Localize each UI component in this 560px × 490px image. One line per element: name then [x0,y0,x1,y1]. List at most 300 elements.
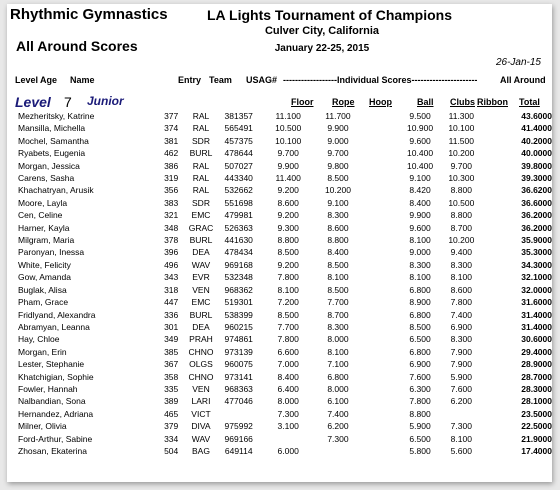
cell-team: EMC [184,209,217,221]
cell-team: BURL [184,309,217,321]
cell-rope: 8.300 [316,209,359,221]
col-header-total: Total [519,97,540,107]
table-row [15,110,552,122]
cell-rope: 8.500 [316,284,359,296]
cell-entry: 348 [164,222,179,233]
cell-ribbon [482,172,509,184]
table-row [15,135,552,147]
cell-usag: 973141 [224,371,253,382]
cell-total: 31.4000 [509,309,552,321]
cell-hoop [359,309,399,321]
cell-ball: 9.500 [400,110,440,122]
cell-entry: 343 [164,272,179,283]
cell-rope [316,445,359,457]
cell-hoop [359,420,399,432]
cell-total: 31.6000 [521,297,552,308]
cell-clubs: 10.300 [448,173,475,184]
cell-total: 30.6000 [509,333,552,345]
col-header-all-around: All Around [500,75,546,85]
cell-total: 36.2000 [521,222,552,233]
cell-clubs: 5.600 [450,445,472,456]
cell-ribbon [482,135,509,147]
cell-rope: 8.000 [316,383,359,395]
cell-rope: 9.700 [327,148,349,159]
cell-floor: 9.700 [277,148,299,159]
cell-ball: 5.900 [409,421,431,432]
table-row [15,172,552,184]
cell-entry: 374 [164,123,179,134]
cell-floor: 10.100 [260,135,317,147]
cell-name: Mansilla, Michella [18,123,86,134]
cell-usag: 960215 [224,321,253,332]
cell-ribbon [482,371,509,383]
cell-ball: 8.420 [400,184,440,196]
scores-table [15,110,552,457]
cell-team: CHNO [188,371,214,382]
cell-clubs: 8.100 [450,272,472,283]
table-row [15,346,552,358]
cell-total: 39.8000 [509,160,552,172]
cell-team: BURL [189,148,213,159]
table-row [15,122,552,134]
cell-hoop [359,110,399,122]
cell-total: 17.4000 [521,445,552,456]
cell-name: Mezheritsky, Katrine [15,110,158,122]
cell-clubs: 10.200 [440,234,482,246]
cell-rope: 6.800 [327,371,349,382]
table-row [15,321,552,333]
cell-team: VICT [184,408,217,420]
cell-name: Carens, Sasha [18,173,75,184]
level-label: Level [15,94,51,110]
event-title: LA Lights Tournament of Champions [207,7,452,23]
cell-clubs: 8.100 [440,433,482,445]
cell-clubs: 10.500 [448,197,475,208]
cell-rope: 6.200 [327,421,349,432]
cell-entry: 383 [164,197,179,208]
cell-rope: 8.800 [316,234,359,246]
cell-clubs: 9.700 [440,160,482,172]
cell-ball: 10.400 [400,160,440,172]
cell-clubs: 8.800 [440,209,482,221]
cell-team: RAL [184,160,217,172]
cell-usag: 538399 [218,309,260,321]
cell-hoop [359,445,399,457]
cell-total: 39.3000 [521,173,552,184]
cell-hoop [359,333,399,345]
cell-clubs: 8.800 [440,184,482,196]
cell-floor: 6.400 [260,383,317,395]
cell-ball: 6.800 [400,309,440,321]
cell-team: RAL [192,173,210,184]
cell-team: RAL [184,110,217,122]
cell-entry: 396 [164,247,179,258]
table-row [15,284,552,296]
cell-floor: 7.700 [277,321,299,332]
event-dates: January 22-25, 2015 [274,43,370,54]
cell-ribbon [482,383,509,395]
cell-team: BAG [192,445,210,456]
cell-ribbon [482,445,509,457]
cell-ball: 6.800 [400,284,440,296]
cell-ribbon [482,259,509,271]
cell-ribbon [482,197,509,209]
cell-name: Morgan, Jessica [15,160,158,172]
cell-usag: 479981 [218,209,260,221]
cell-clubs [440,408,482,420]
cell-entry: 496 [158,259,185,271]
cell-total: 22.5000 [521,421,552,432]
cell-ribbon [482,420,509,432]
cell-usag: 649114 [224,445,253,456]
cell-floor: 8.600 [277,197,299,208]
cell-rope: 10.200 [316,184,359,196]
cell-floor: 8.000 [277,396,299,407]
cell-ball: 9.000 [409,247,431,258]
cell-usag: 478644 [224,148,253,159]
cell-rope: 8.400 [327,247,349,258]
cell-name: Fowler, Hannah [15,383,158,395]
cell-name: Fridlyand, Alexandra [15,309,158,321]
cell-ribbon [482,346,509,358]
cell-clubs: 11.500 [440,135,482,147]
col-header-clubs: Clubs [450,97,476,107]
cell-ribbon [482,147,509,159]
cell-team: EMC [191,297,211,308]
cell-usag: 443340 [224,173,253,184]
cell-floor: 8.500 [260,309,317,321]
cell-name: Hay, Chloe [15,333,158,345]
table-row [15,408,552,420]
cell-rope: 7.100 [316,358,359,370]
cell-ribbon [482,321,509,333]
cell-total: 34.3000 [509,259,552,271]
cell-entry: 378 [158,234,185,246]
cell-hoop [359,172,399,184]
table-row [15,420,552,432]
cell-ball: 9.100 [409,173,431,184]
cell-ball: 7.800 [409,396,431,407]
table-row [15,184,552,196]
table-row [15,309,552,321]
table-row [15,246,552,258]
cell-team: BURL [184,234,217,246]
cell-team: SDR [184,135,217,147]
cell-hoop [359,383,399,395]
table-row [15,333,552,345]
cell-hoop [359,296,399,308]
cell-ball: 8.800 [400,408,440,420]
cell-name: Lester, Stephanie [15,358,158,370]
cell-usag: 507027 [218,160,260,172]
cell-ball: 9.600 [409,222,431,233]
cell-rope: 7.300 [316,433,359,445]
cell-ribbon [482,160,509,172]
cell-team: EVR [192,272,210,283]
cell-ribbon [482,122,509,134]
cell-entry: 367 [158,358,185,370]
cell-team: OLGS [184,358,217,370]
cell-clubs: 7.800 [450,297,472,308]
cell-name: Moore, Layla [18,197,68,208]
cell-entry: 319 [164,173,179,184]
event-location: Culver City, California [264,25,380,37]
cell-ball: 8.900 [409,297,431,308]
cell-entry: 465 [158,408,185,420]
cell-rope: 7.400 [316,408,359,420]
cell-usag: 441630 [218,234,260,246]
cell-rope: 7.700 [327,297,349,308]
cell-rope: 8.300 [327,321,349,332]
cell-total: 40.2000 [509,135,552,147]
table-row [15,234,552,246]
cell-rope: 8.600 [327,222,349,233]
cell-floor: 7.200 [277,297,299,308]
cell-total: 28.9000 [509,358,552,370]
cell-clubs: 10.100 [448,123,475,134]
cell-clubs: 7.300 [450,421,472,432]
cell-hoop [359,135,399,147]
cell-rope: 8.700 [316,309,359,321]
cell-floor: 7.000 [260,358,317,370]
col-header-individual-scores: ------------------Individual Scores---------------------- [283,75,478,85]
cell-ball: 8.100 [400,234,440,246]
cell-rope: 9.000 [316,135,359,147]
cell-floor: 8.800 [260,234,317,246]
cell-ball: 8.500 [409,321,431,332]
table-row [15,433,552,445]
cell-hoop [359,433,399,445]
table-row [15,209,552,221]
cell-team: WAV [184,259,217,271]
cell-ball: 8.400 [409,197,431,208]
cell-entry: 358 [164,371,179,382]
cell-usag: 478434 [224,247,253,258]
cell-rope: 11.700 [316,110,359,122]
cell-clubs: 11.300 [440,110,482,122]
cell-ribbon [482,395,509,407]
results-document [7,4,552,482]
cell-usag: 974861 [218,333,260,345]
cell-total: 23.5000 [509,408,552,420]
level-number: 7 [64,94,72,110]
cell-hoop [359,147,399,159]
cell-name: White, Felicity [15,259,158,271]
cell-usag: 532662 [218,184,260,196]
cell-floor: 8.400 [277,371,299,382]
cell-rope: 9.100 [327,197,349,208]
table-row [15,271,552,283]
table-row [15,383,552,395]
cell-total: 31.4000 [521,321,552,332]
cell-usag: 565491 [224,123,253,134]
col-header-floor: Floor [291,97,314,107]
cell-floor: 6.600 [277,346,299,357]
cell-hoop [359,371,399,383]
cell-ball: 8.100 [409,272,431,283]
scores-table-body [15,110,552,457]
cell-ball: 10.400 [407,148,434,159]
table-row [15,371,552,383]
level-name: Junior [87,94,124,108]
cell-ribbon [482,433,509,445]
cell-name: Zhosan, Ekaterina [18,445,87,456]
cell-usag: 477046 [224,396,253,407]
table-row [15,147,552,159]
sport-title: Rhythmic Gymnastics [10,6,168,23]
cell-ribbon [482,408,509,420]
cell-total: 40.0000 [521,148,552,159]
col-header-name: Name [70,75,95,85]
table-row [15,395,552,407]
cell-name: Gow, Amanda [18,272,71,283]
cell-usag: 975992 [224,421,253,432]
cell-usag [218,408,260,420]
cell-rope: 8.000 [316,333,359,345]
cell-floor: 11.100 [260,110,317,122]
cell-name: Paronyan, Inessa [18,247,85,258]
cell-total: 36.6200 [509,184,552,196]
cell-total: 28.7000 [521,371,552,382]
col-header-team: Team [209,75,232,85]
cell-ribbon [482,222,509,234]
cell-floor: 6.000 [277,445,299,456]
cell-ribbon [482,209,509,221]
cell-name: Cen, Celine [15,209,158,221]
cell-floor: 8.100 [260,284,317,296]
cell-total: 36.6000 [521,197,552,208]
table-row [15,197,552,209]
cell-team: SDR [192,197,210,208]
cell-total: 29.4000 [521,346,552,357]
cell-clubs: 6.200 [450,396,472,407]
cell-name: Milgram, Maria [15,234,158,246]
cell-usag: 960075 [218,358,260,370]
cell-ball: 6.900 [400,358,440,370]
cell-name: Pham, Grace [18,297,69,308]
print-date: 26-Jan-15 [495,57,541,68]
cell-total: 41.4000 [521,123,552,134]
cell-name: Nalbandian, Sona [18,396,86,407]
cell-total: 35.9000 [509,234,552,246]
cell-entry: 321 [158,209,185,221]
cell-team: WAV [184,433,217,445]
cell-clubs: 7.400 [440,309,482,321]
cell-entry: 377 [158,110,185,122]
cell-total: 32.1000 [521,272,552,283]
col-header-age: Age [40,75,58,85]
cell-clubs: 8.300 [440,333,482,345]
cell-hoop [359,234,399,246]
cell-entry: 447 [164,297,179,308]
cell-total: 21.9000 [509,433,552,445]
cell-hoop [359,246,399,258]
cell-team: RAL [184,184,217,196]
cell-ball: 9.900 [400,209,440,221]
cell-floor: 9.200 [260,259,317,271]
cell-clubs: 7.900 [450,346,472,357]
cell-ribbon [482,246,509,258]
cell-ribbon [482,309,509,321]
cell-entry: 318 [158,284,185,296]
cell-entry: 462 [164,148,179,159]
table-row [15,259,552,271]
cell-hoop [359,259,399,271]
cell-total: 43.6000 [509,110,552,122]
cell-ribbon [482,271,509,283]
cell-clubs: 8.700 [450,222,472,233]
cell-clubs: 7.900 [440,358,482,370]
cell-ball: 7.600 [409,371,431,382]
col-header-level: Level [15,75,39,85]
cell-entry: 335 [158,383,185,395]
cell-ribbon [482,358,509,370]
cell-clubs: 6.900 [450,321,472,332]
cell-hoop [359,271,399,283]
cell-rope: 9.800 [316,160,359,172]
cell-total: 35.3000 [521,247,552,258]
cell-name: Khatchigian, Sophie [18,371,94,382]
cell-total: 36.2000 [509,209,552,221]
cell-rope: 8.500 [327,173,349,184]
cell-usag: 526363 [224,222,253,233]
cell-entry: 379 [164,421,179,432]
cell-name: Ford-Arthur, Sabine [15,433,158,445]
cell-ball: 5.800 [409,445,431,456]
cell-name: Harner, Kayla [18,222,70,233]
cell-hoop [359,222,399,234]
cell-ball: 10.900 [407,123,434,134]
table-row [15,296,552,308]
table-row [15,222,552,234]
cell-usag: 973139 [224,346,253,357]
cell-hoop [359,395,399,407]
cell-team: GRAC [188,222,214,233]
cell-floor: 3.100 [277,421,299,432]
cell-total: 28.1000 [521,396,552,407]
cell-usag: 969168 [218,259,260,271]
cell-clubs: 8.300 [440,259,482,271]
cell-ball: 6.500 [400,333,440,345]
cell-ribbon [482,110,509,122]
cell-hoop [359,358,399,370]
cell-name: Ryabets, Eugenia [18,148,86,159]
cell-usag: 968363 [218,383,260,395]
cell-rope: 8.100 [327,272,349,283]
cell-entry: 334 [158,433,185,445]
cell-floor: 9.300 [277,222,299,233]
cell-floor: 9.200 [260,184,317,196]
cell-floor: 9.900 [260,160,317,172]
cell-rope: 6.100 [327,396,349,407]
cell-total: 32.0000 [509,284,552,296]
cell-entry: 336 [158,309,185,321]
cell-ribbon [482,284,509,296]
col-header-rope: Rope [332,97,355,107]
col-header-ribbon: Ribbon [477,97,508,107]
cell-team: RAL [192,123,210,134]
cell-usag: 532348 [224,272,253,283]
cell-ball: 6.500 [400,433,440,445]
cell-ball: 9.600 [400,135,440,147]
cell-team: DEA [192,321,210,332]
cell-entry: 389 [164,396,179,407]
cell-ribbon [482,184,509,196]
cell-hoop [359,160,399,172]
cell-name: Morgan, Erin [18,346,67,357]
cell-team: CHNO [188,346,214,357]
cell-name: Abramyan, Leanna [18,321,90,332]
